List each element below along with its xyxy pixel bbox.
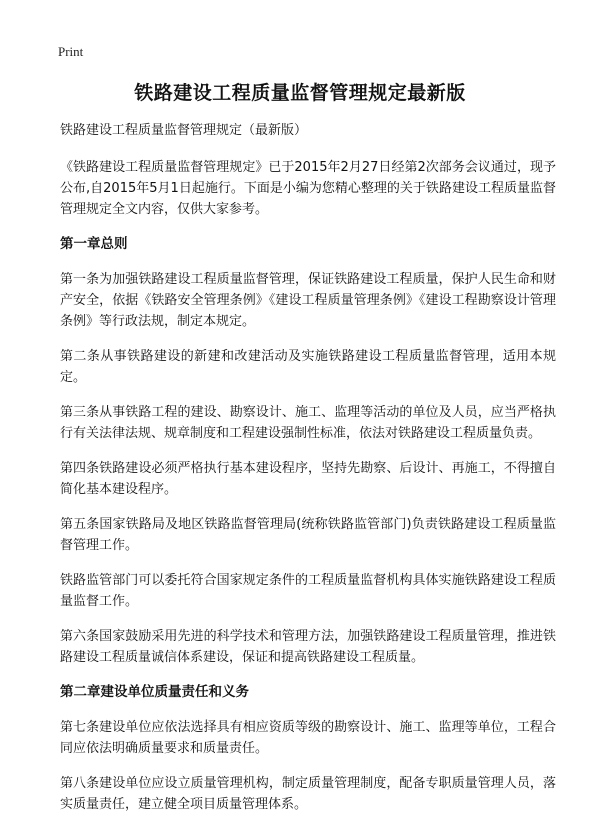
article-2: 第二条从事铁路建设的新建和改建活动及实施铁路建设工程质量监督管理，适用本规定。 (60, 349, 556, 385)
article-5: 第五条国家铁路局及地区铁路监督管理局(统称铁路监管部门)负责铁路建设工程质量监督管理工作。 (60, 517, 556, 553)
article-7: 第七条建设单位应依法选择具有相应资质等级的勘察设计、施工、监理等单位，工程合同应依法明确质量要求和质量责任。 (60, 720, 556, 756)
document-body (60, 120, 556, 829)
print-label: Print (58, 44, 84, 59)
article-8: 第八条建设单位应设立质量管理机构，制定质量管理制度，配备专职质量管理人员，落实质量责任，建立健全项目质量管理体系。 (60, 776, 556, 812)
article-5-continued: 铁路监管部门可以委托符合国家规定条件的工程质量监督机构具体实施铁路建设工程质量监督工作。 (60, 573, 556, 609)
article-6: 第六条国家鼓励采用先进的科学技术和管理方法，加强铁路建设工程质量管理，推进铁路建设工程质量诚信体系建设，保证和提高铁路建设工程质量。 (60, 629, 556, 665)
document-subtitle: 铁路建设工程质量监督管理规定（最新版） (60, 123, 308, 138)
article-3: 第三条从事铁路工程的建设、勘察设计、施工、监理等活动的单位及人员，应当严格执行有关法律法规、规章制度和工程建设强制性标准，依法对铁路建设工程质量负责。 (60, 405, 556, 441)
chapter-heading-2: 第二章建设单位质量责任和义务 (60, 684, 249, 700)
article-4: 第四条铁路建设必须严格执行基本建设程序，坚持先勘察、后设计、再施工，不得擅自简化基本建设程序。 (60, 461, 556, 497)
intro-paragraph: 《铁路建设工程质量监督管理规定》已于2015年2月27日经第2次部务会议通过，现予公布,自2015年5月1日起施行。下面是小编为您精心整理的关于铁路建设工程质量监督管理规定全文内容，仅供大家参考。 (60, 160, 556, 217)
article-1: 第一条为加强铁路建设工程质量监督管理，保证铁路建设工程质量，保护人民生命和财产安全，依据《铁路安全管理条例》《建设工程质量管理条例》《建设工程勘察设计管理条例》等行政法规，制定本规定。 (60, 272, 556, 329)
document-title: 铁路建设工程质量监督管理规定最新版 (134, 82, 466, 104)
chapter-heading-1: 第一章总则 (60, 236, 128, 252)
